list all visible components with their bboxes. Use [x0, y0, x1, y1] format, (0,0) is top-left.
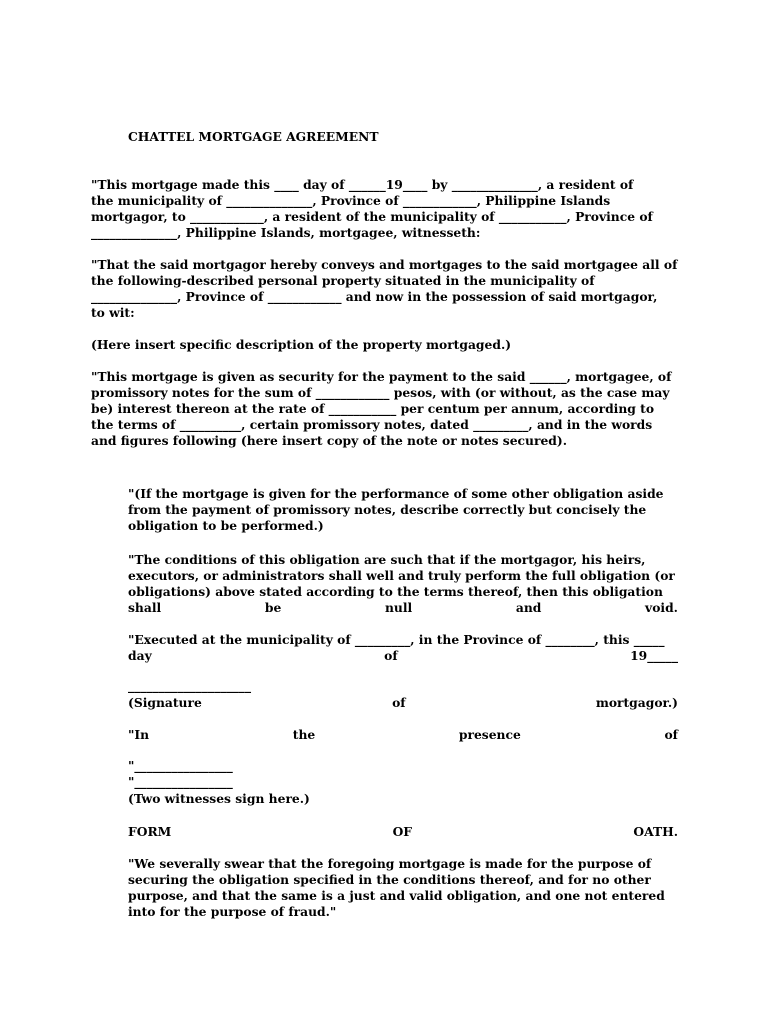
word: of [384, 648, 398, 663]
text-line: "Executed at the municipality of _________, in the Province of ________, this _____ [128, 632, 665, 647]
text-line [91, 177, 677, 193]
conveyance-paragraph [91, 257, 677, 321]
word: "In [128, 727, 150, 742]
text-line: obligations) above stated according to the terms thereof, then this obligation [128, 584, 663, 599]
text-line: executors, or administrators shall well and truly perform the full obligation (or [128, 568, 675, 583]
property-description-note [91, 337, 677, 353]
word: shall [128, 600, 162, 615]
word: and [515, 600, 542, 615]
word: FORM [128, 824, 172, 839]
text-line: from the payment of promissory notes, describe correctly but concisely the [128, 502, 647, 517]
text-line: ______________, Philippine Islands, mortgagee, witnesseth: [91, 225, 481, 240]
word: be [264, 600, 282, 615]
text-line: mortgagor, to ____________, a resident of the municipality of ___________, Province of [91, 209, 653, 224]
mortgagor-signature-line: ____________________ [128, 678, 251, 693]
mortgage-intro-paragraph [91, 177, 677, 241]
text-line: be) interest thereon at the rate of ___________ per centum per annum, according to [91, 401, 655, 416]
text-line: "That the said mortgagor hereby conveys and mortgages to the said mortgagee all of [91, 257, 678, 272]
word: of [664, 727, 678, 742]
text-line: securing the obligation specified in the conditions thereof, and for no other [128, 872, 651, 887]
text-line: (Here insert specific description of the property mortgaged.) [91, 337, 512, 352]
word: OF [392, 824, 413, 839]
word: of [392, 695, 406, 710]
text-line: the terms of __________, certain promissory notes, dated _________, and in the words [91, 417, 653, 432]
word: 19_____ [630, 648, 678, 663]
document-title: CHATTEL MORTGAGE AGREEMENT [128, 129, 379, 144]
security-paragraph [91, 369, 677, 449]
word: void. [645, 600, 678, 615]
word: null [384, 600, 413, 615]
text-line: "We severally swear that the foregoing mortgage is made for the purpose of [128, 856, 652, 871]
text-line: "This mortgage is given as security for the payment to the said ______, mortgagee, of [91, 369, 672, 384]
signature-caption [128, 695, 678, 711]
text-line-justified [128, 695, 678, 711]
word: presence [458, 727, 521, 742]
text-line-justified [128, 727, 678, 743]
text-line: and figures following (here insert copy of the note or notes secured). [91, 433, 567, 448]
word: mortgagor.) [595, 695, 678, 710]
text-line: to wit: [91, 305, 135, 320]
text-line-content: "This mortgage made this ____ day of ______19____ by ______________, a resident of [91, 177, 634, 192]
conditions-paragraph [128, 552, 678, 616]
witness-signature-line-2: "________________ [128, 774, 233, 789]
text-line: ______________, Province of ____________ and now in the possession of said mortgagor, [91, 289, 658, 304]
presence-line [128, 727, 678, 743]
text-line: "(If the mortgage is given for the performance of some other obligation aside [128, 486, 664, 501]
word: (Signature [128, 695, 202, 710]
execution-paragraph [128, 632, 678, 664]
text-line: promissory notes for the sum of ____________ pesos, with (or without, as the case may [91, 385, 670, 400]
word: day [128, 648, 152, 663]
text-line: the following-described personal property situated in the municipality of [91, 273, 595, 288]
text-line-justified [128, 648, 678, 664]
oath-heading [128, 824, 678, 840]
text-line-justified [128, 824, 678, 840]
other-obligation-paragraph [128, 486, 678, 534]
text-line-justified [128, 600, 678, 616]
text-line: obligation to be performed.) [128, 518, 324, 533]
oath-paragraph [128, 856, 678, 920]
witness-signature-line-1: "________________ [128, 758, 233, 773]
text-line: purpose, and that the same is a just and valid obligation, and one not entered [128, 888, 665, 903]
witness-note: (Two witnesses sign here.) [128, 791, 310, 806]
word: OATH. [633, 824, 678, 839]
word: the [292, 727, 316, 742]
text-line: into for the purpose of fraud." [128, 904, 337, 919]
text-line: "The conditions of this obligation are such that if the mortgagor, his heirs, [128, 552, 646, 567]
text-line: the municipality of ______________, Province of ____________, Philippine Islands [91, 193, 611, 208]
